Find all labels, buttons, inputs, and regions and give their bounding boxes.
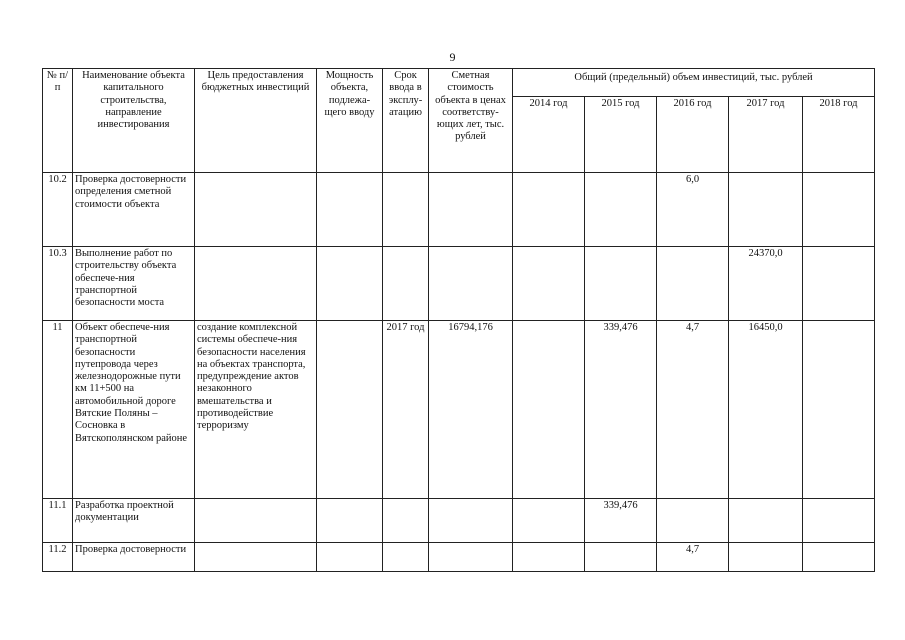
row-cost xyxy=(429,499,513,543)
row-y2016 xyxy=(657,499,729,543)
row-num: 10.2 xyxy=(43,173,73,247)
row-y2015 xyxy=(585,543,657,572)
row-y2015 xyxy=(585,247,657,321)
row-cost xyxy=(429,173,513,247)
row-y2014 xyxy=(513,543,585,572)
row-y2016: 6,0 xyxy=(657,173,729,247)
row-y2018 xyxy=(803,499,875,543)
header-num: № п/п xyxy=(43,69,73,173)
row-y2018 xyxy=(803,247,875,321)
row-y2014 xyxy=(513,321,585,499)
row-y2015: 339,476 xyxy=(585,499,657,543)
row-y2014 xyxy=(513,173,585,247)
row-name: Проверка достоверности определения сметной стоимости объекта xyxy=(73,173,195,247)
row-num: 11 xyxy=(43,321,73,499)
row-name: Выполнение работ по строительству объекта обеспече-ния транспортной безопасности моста xyxy=(73,247,195,321)
row-goal xyxy=(195,499,317,543)
row-term: 2017 год xyxy=(383,321,429,499)
header-capacity: Мощность объекта, подлежа-щего вводу xyxy=(317,69,383,173)
row-name: Проверка достоверности xyxy=(73,543,195,572)
row-cost: 16794,176 xyxy=(429,321,513,499)
row-num: 10.3 xyxy=(43,247,73,321)
row-y2017 xyxy=(729,173,803,247)
row-y2017: 24370,0 xyxy=(729,247,803,321)
header-year-2017: 2017 год xyxy=(729,97,803,173)
row-y2017 xyxy=(729,499,803,543)
header-total: Общий (предельный) объем инвестиций, тыс. рублей xyxy=(513,69,875,97)
row-num: 11.1 xyxy=(43,499,73,543)
row-term xyxy=(383,247,429,321)
row-term xyxy=(383,173,429,247)
row-y2018 xyxy=(803,543,875,572)
row-name: Разработка проектной документации xyxy=(73,499,195,543)
row-y2015 xyxy=(585,173,657,247)
row-capacity xyxy=(317,247,383,321)
table-row xyxy=(43,321,875,499)
header-year-2015: 2015 год xyxy=(585,97,657,173)
row-y2014 xyxy=(513,499,585,543)
row-y2017: 16450,0 xyxy=(729,321,803,499)
row-goal xyxy=(195,543,317,572)
row-capacity xyxy=(317,173,383,247)
header-term: Срок ввода в эксплу-атацию xyxy=(383,69,429,173)
row-goal xyxy=(195,173,317,247)
row-term xyxy=(383,499,429,543)
row-cost xyxy=(429,247,513,321)
table-row xyxy=(43,499,875,543)
header-year-2016: 2016 год xyxy=(657,97,729,173)
row-capacity xyxy=(317,543,383,572)
investment-table xyxy=(42,68,875,572)
row-capacity xyxy=(317,499,383,543)
row-y2016: 4,7 xyxy=(657,321,729,499)
header-name: Наименование объекта капитального строительства, направление инвестирования xyxy=(73,69,195,173)
header-goal: Цель предоставления бюджетных инвестиций xyxy=(195,69,317,173)
row-y2018 xyxy=(803,321,875,499)
row-goal: создание комплексной системы обеспече-ния безопасности населения на объектах транспорта, предупреждение актов незаконного вмешательства и противодействие терроризму xyxy=(195,321,317,499)
page-number: 9 xyxy=(449,50,456,64)
row-y2017 xyxy=(729,543,803,572)
row-capacity xyxy=(317,321,383,499)
header-year-2014: 2014 год xyxy=(513,97,585,173)
row-y2014 xyxy=(513,247,585,321)
table-row xyxy=(43,247,875,321)
table-row xyxy=(43,543,875,572)
header-year-2018: 2018 год xyxy=(803,97,875,173)
row-y2016: 4,7 xyxy=(657,543,729,572)
row-goal xyxy=(195,247,317,321)
table-row xyxy=(43,173,875,247)
row-y2018 xyxy=(803,173,875,247)
header-cost: Сметная стоимость объекта в ценах соответству-ющих лет, тыс. рублей xyxy=(429,69,513,173)
row-name: Объект обеспече-ния транспортной безопасности путепровода через железнодорожные пути км 11+500 на автомобильной дороге Вятские Поляны – Сосновка в Вятскополянском районе xyxy=(73,321,195,499)
row-num: 11.2 xyxy=(43,543,73,572)
row-y2016 xyxy=(657,247,729,321)
row-term xyxy=(383,543,429,572)
row-cost xyxy=(429,543,513,572)
row-y2015: 339,476 xyxy=(585,321,657,499)
